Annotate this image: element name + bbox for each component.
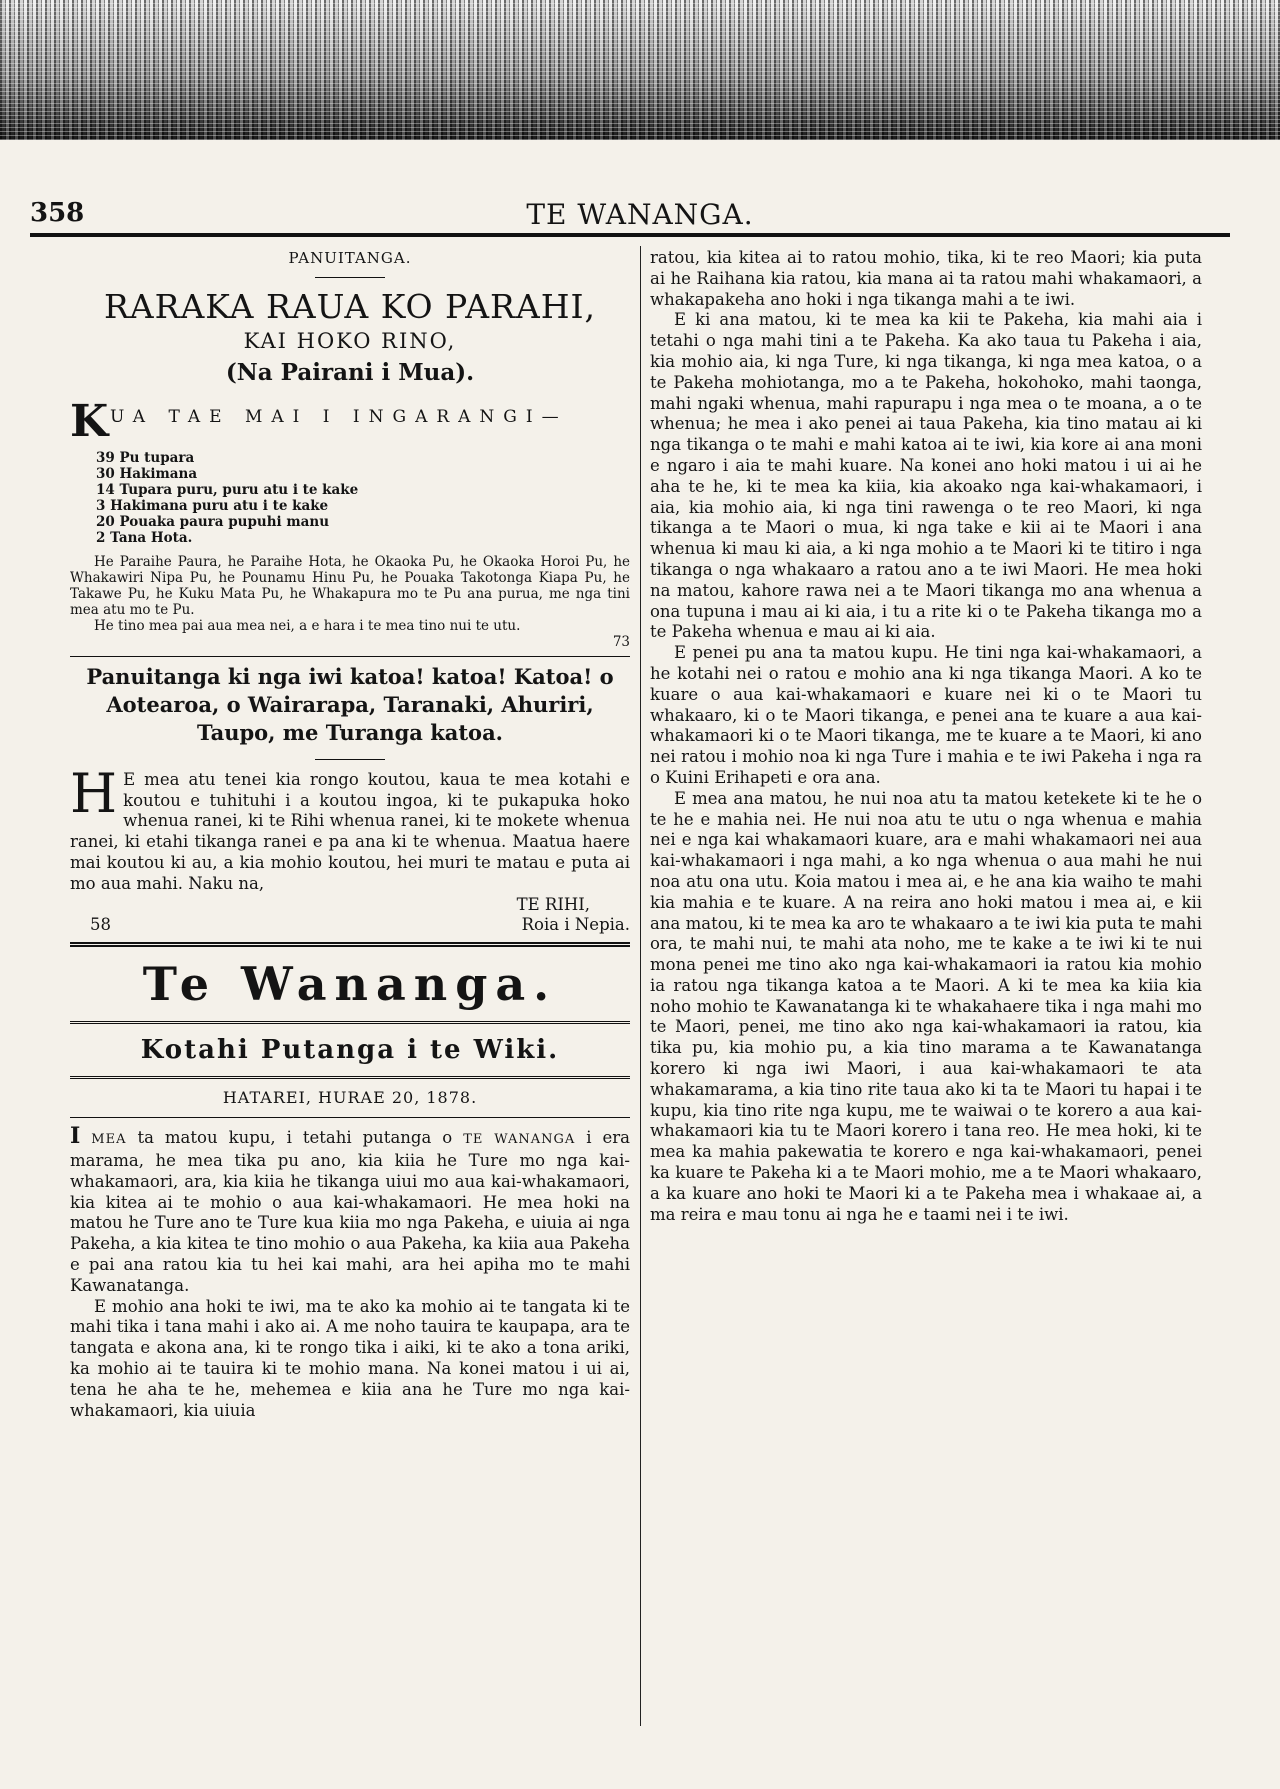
list-item: 2 Tana Hota.: [96, 529, 193, 546]
header-rule: [30, 233, 1230, 237]
advert-ref: 73: [612, 633, 630, 650]
divider: [70, 1117, 630, 1118]
article-paragraph: E mea ana matou, he nui noa atu ta matou ketekete ki te he o te he e mahia nei. He nui noa atu te utu o nga whenua e mahia nei e nga kai whakamaori kuare, ara e mahi whakamaori nei aua kai-whakamaori i nga mahi, a ko nga whenua o aua mahi he nui noa atu ona utu. Koia matou i mea ai, e he ana kia waiho te mahi kia mahia e te kuare. A na reira ano hoki matou i mea ai, e kii ana matou, ki te mea ka aro te whakaaro a te iwi kia puta te mahi ora, te mahi nui, te mahi ata noho, me te kake a te iwi ki te nui mona penei me tino ako nga kai-whakamaori ia ratou kia mohio ia ratou nga tikanga katoa a te Maori. A ki te mea ka kiia kia noho mohio te Kawanatanga ki te whakahaere tika i nga mahi mo te Maori, penei, me tino ako nga kai-whakamaori ia ratou, kia tika pu, kia mohio pu, a kia tino marama a te Kawanatanga korero ki nga iwi Maori, i aua kai-whakamaori te ata whakamarama, a kia tino rite taua ako ki ta te Maori tu hapai i te kupu, kia tino rite nga kupu, me te waiwai o te korero a aua kai-whakamaori kia tu te Maori korero i tana reo. He mea hoki, ki te mea ka mahia pakewatia te korero e nga kai-whakamaori, penei ka kuare te Pakeha ki a te Maori mohio, me a te Maori whakaaro, a ka kuare ano hoki te Maori ki a te Pakeha mea i whakaae ai, a ma reira e mau tonu ai nga he e taami nei i te iwi.: [650, 788, 1202, 1224]
list-item: 3 Hakimana puru atu i te kake: [96, 497, 329, 514]
page-number: 358: [30, 198, 85, 228]
notice-drop-letter: H: [70, 761, 118, 825]
advert-subtitle: KAI HOKO RINO,: [243, 328, 457, 353]
running-head: TE WANANGA.: [526, 198, 754, 231]
notice-sign-row: [70, 915, 630, 936]
divider: [70, 1021, 630, 1024]
article-paragraph: E mohio ana hoki te iwi, ma te ako ka mohio ai te tangata ki te mahi tika i tana mahi i ako ai. A me noho tauira te kaupapa, ara te tangata e akona ana, ki te rongo tika i aiki, ki te ako a tona ariki, ka mohio ai te tauira ki te mohio mana. Na konei matou i ui ai, tena he aha te he, mehemea e kiia ana he Ture mo nga kai-whakamaori, kia uiuia: [70, 1296, 630, 1420]
advert-subtitle2: (Na Pairani i Mua).: [225, 358, 475, 386]
advert-intro: [70, 395, 630, 447]
notice-signature: TE RIHI,: [516, 894, 590, 914]
list-item: 20 Pouaka paura pupuhi manu: [96, 513, 330, 530]
masthead-subtitle: Kotahi Putanga i te Wiki.: [140, 1035, 560, 1066]
column-rule: [640, 246, 641, 1726]
left-column: [70, 248, 630, 1421]
advert-intro-text: UA TAE MAI I INGARANGI—: [110, 406, 568, 427]
notice-ref: 58: [90, 915, 111, 935]
divider: [70, 1076, 630, 1079]
list-item: 14 Tupara puru, puru atu i te kake: [96, 481, 359, 498]
advert-heading: PANUITANGA.: [288, 249, 412, 267]
advert-body: He Paraihe Paura, he Paraihe Hota, he Okaoka Pu, he Okaoka Horoi Pu, he Whakawiri Nipa Pu, he Pounamu Hinu Pu, he Pouaka Takotonga Kiapa Pu, he Takawe Pu, he Kuku Mata Pu, he Whakapura mo te Pu ana purua, me nga tini mea atu mo te Pu.: [70, 553, 630, 618]
advert-title: RARAKA RAUA KO PARAHI,: [103, 286, 597, 326]
list-item: 30 Hakimana: [96, 465, 198, 482]
notice-place: Roia i Nepia.: [521, 915, 630, 935]
notice-rule: [315, 759, 385, 760]
masthead-title: Te Wananga.: [142, 957, 558, 1012]
advert-drop-letter: K: [70, 395, 109, 447]
article-paragraph: I MEA ta matou kupu, i tetahi putanga o TE WANANGA i era marama, he mea tika pu ano, kia kiia he Ture mo nga kai-whakamaori, ara, kia kiia he tikanga uiui mo aua kai-whakamaori, kia kitea ai te mohio o aua kai-whakamaori. He mea hoki na matou he Ture ano te Ture kua kiia mo nga Pakeha, e uiuia ai nga Pakeha, a kia kitea te tino mohio o aua Pakeha, ka kiia aua Pakeha e pai ana ratou kia tu hei kai mahi, ara hei apiha mo te mahi Kawanatanga.: [70, 1123, 630, 1295]
list-item: 39 Pu tupara: [96, 449, 195, 466]
issue-date: HATAREI, HURAE 20, 1878.: [222, 1088, 478, 1108]
notice-block: [70, 761, 630, 895]
notice-heading: Panuitanga ki nga iwi katoa! katoa! Katoa! o Aotearoa, o Wairarapa, Taranaki, Ahuriri, Taupo, me Turanga katoa.: [86, 663, 614, 745]
scan-edge-texture: [0, 0, 1280, 140]
advert-closing: He tino mea pai aua mea nei, a e hara i te mea tino nui te utu.: [94, 617, 521, 634]
article-paragraph: E penei pu ana ta matou kupu. He tini nga kai-whakamaori, a he kotahi nei o ratou e mohio ana ki nga tikanga Maori. A ko te kuare o aua kai-whakamaori e kuare nei ki o te Maori tu whakaaro, ki o te Maori tikanga, e penei ana te kuare a aua kai-whakamaori ki o te Maori tikanga, me te kuare a te Maori, ki ano nei ratou i mohio noa ki nga Ture i mahia e te iwi Pakeha i nga ra o Kuini Erihapeti e ora ana.: [650, 643, 1202, 787]
advert-rule: [315, 277, 385, 278]
notice-body: E mea atu tenei kia rongo koutou, kaua te mea kotahi e koutou e tuhituhi i a koutou ingoa, ki te pukapuka hoko whenua ranei, ki te Rihi whenua ranei, ki te mokete whenua ranei, ki etahi tikanga ranei e pa ana ki te whenua. Maatua haere mai koutou ki au, a kia mohio koutou, hei muri te matau e puta ai mo aua mahi. Naku na,: [70, 769, 630, 893]
right-column: [650, 248, 1202, 1225]
divider: [70, 656, 630, 657]
divider: [70, 942, 630, 947]
advert-items: [96, 450, 630, 546]
article-paragraph: ratou, kia kitea ai to ratou mohio, tika, ki te reo Maori; kia puta ai he Raihana kia ratou, kia mana ai ta ratou mahi whakamaori, a whakapakeha ano hoki i nga tikanga mahi a te iwi.: [650, 248, 1202, 309]
article-paragraph: E ki ana matou, ki te mea ka kii te Pakeha, kia mahi aia i tetahi o nga mahi tini a te Pakeha. Ka ako taua tu Pakeha i aia, kia mohio aia, ki nga Ture, ki nga tikanga, ki nga mea katoa, o a te Pakeha mohiotanga, mo a te Pakeha, hokohoko, mahi taonga, mahi ngaki whenua, mahi rapurapu i nga mea o te moana, a o te whenua; he mea i ako penei ai taua Pakeha, kia tino matau ai ki nga tikanga o te mahi e mahi katoa ai te iwi, kia kore ai ana moni e ngaro i aia te mahi kuare. Na konei ano hoki matou i ui ai he aha te he, ki te mea ka kiia, kia akoako nga kai-whakamaori, i aia, kia mohio aia, ki nga tini rawenga o te reo Maori, ki nga tikanga a te Maori o mua, ki nga take e kii ai te Maori i ana whenua ki mau ki aia, a ki nga mohio a te Maori ki te titiro i nga tikanga o nga whakaaro a ratou ano a te iwi Maori. He mea hoki na matou, kahore rawa nei a te Maori tikanga mo ana whenua a ona tupuna i mau ai ki aia, i tu a rite ki o te Pakeha tikanga mo a te Pakeha whenua e mau ai ki aia.: [650, 310, 1202, 642]
advert-ref-row: [70, 634, 630, 650]
